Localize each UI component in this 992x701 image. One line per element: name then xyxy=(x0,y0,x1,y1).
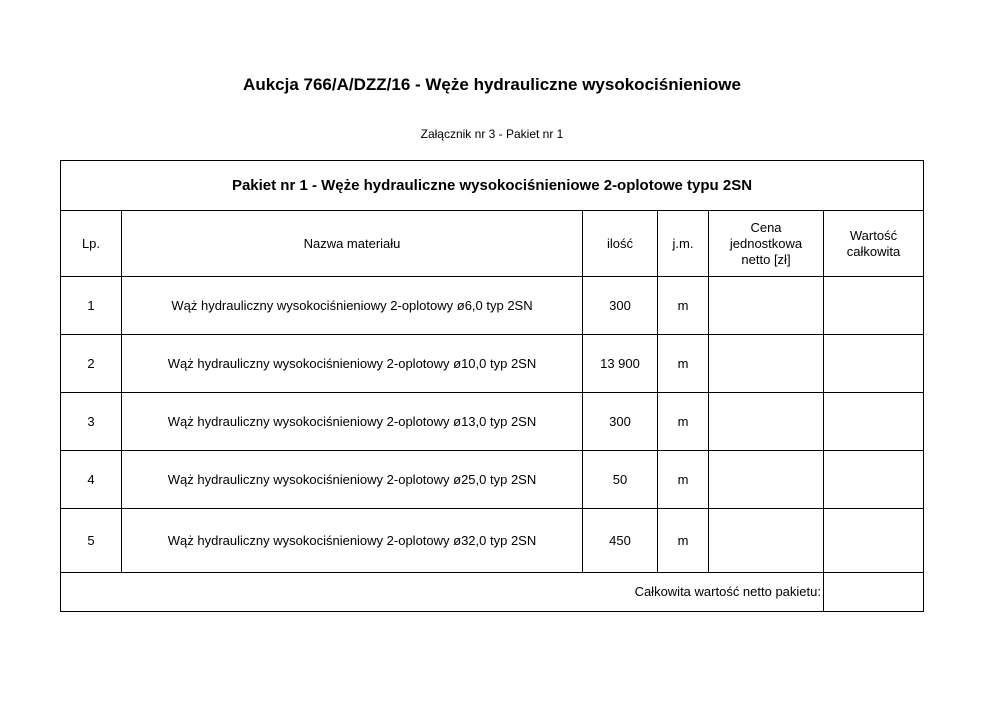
table-header-row xyxy=(61,211,924,277)
row-unit-price[interactable] xyxy=(709,335,824,393)
total-net-value-label: Całkowita wartość netto pakietu: xyxy=(61,573,824,612)
header-unit-price xyxy=(709,211,824,277)
row-quantity: 450 xyxy=(583,509,658,573)
document-title: Aukcja 766/A/DZZ/16 - Węże hydrauliczne wysokociśnieniowe xyxy=(243,75,741,94)
row-total-value[interactable] xyxy=(824,335,924,393)
header-total-value-line1: Wartość xyxy=(849,227,898,243)
total-net-value-cell[interactable] xyxy=(824,573,924,612)
header-total-value xyxy=(824,211,924,277)
table-row xyxy=(61,509,924,573)
row-total-value[interactable] xyxy=(824,393,924,451)
row-material-name: Wąż hydrauliczny wysokociśnieniowy 2-oplotowy ø6,0 typ 2SN xyxy=(122,277,583,335)
total-row xyxy=(61,573,924,612)
row-quantity: 300 xyxy=(583,393,658,451)
header-unit-price-line1: Cena xyxy=(750,219,782,235)
row-unit: m xyxy=(658,335,709,393)
table-row xyxy=(61,335,924,393)
header-unit-price-line3: netto [zł] xyxy=(741,251,791,267)
document-subtitle: Załącznik nr 3 - Pakiet nr 1 xyxy=(420,127,564,141)
header-unit-price-line2: jednostkowa xyxy=(729,235,803,251)
row-material-name: Wąż hydrauliczny wysokociśnieniowy 2-oplotowy ø25,0 typ 2SN xyxy=(122,451,583,509)
header-unit: j.m. xyxy=(658,211,709,277)
row-unit: m xyxy=(658,393,709,451)
row-lp: 4 xyxy=(61,451,122,509)
table-row xyxy=(61,277,924,335)
header-total-value-line2: całkowita xyxy=(846,243,901,259)
row-unit: m xyxy=(658,451,709,509)
materials-table xyxy=(60,160,924,612)
table-row xyxy=(61,451,924,509)
row-unit-price[interactable] xyxy=(709,509,824,573)
row-lp: 5 xyxy=(61,509,122,573)
row-total-value[interactable] xyxy=(824,277,924,335)
row-lp: 2 xyxy=(61,335,122,393)
row-material-name: Wąż hydrauliczny wysokociśnieniowy 2-oplotowy ø10,0 typ 2SN xyxy=(122,335,583,393)
row-material-name: Wąż hydrauliczny wysokociśnieniowy 2-oplotowy ø13,0 typ 2SN xyxy=(122,393,583,451)
package-title: Pakiet nr 1 - Węże hydrauliczne wysokociśnieniowe 2-oplotowe typu 2SN xyxy=(61,161,924,211)
row-unit: m xyxy=(658,277,709,335)
row-total-value[interactable] xyxy=(824,451,924,509)
row-quantity: 300 xyxy=(583,277,658,335)
row-total-value[interactable] xyxy=(824,509,924,573)
row-material-name: Wąż hydrauliczny wysokociśnieniowy 2-oplotowy ø32,0 typ 2SN xyxy=(122,509,583,573)
row-unit-price[interactable] xyxy=(709,451,824,509)
row-lp: 3 xyxy=(61,393,122,451)
header-quantity: ilość xyxy=(583,211,658,277)
row-quantity: 50 xyxy=(583,451,658,509)
table-row xyxy=(61,393,924,451)
row-lp: 1 xyxy=(61,277,122,335)
row-unit-price[interactable] xyxy=(709,393,824,451)
header-lp: Lp. xyxy=(61,211,122,277)
row-unit-price[interactable] xyxy=(709,277,824,335)
row-quantity: 13 900 xyxy=(583,335,658,393)
row-unit: m xyxy=(658,509,709,573)
header-material-name: Nazwa materiału xyxy=(122,211,583,277)
package-title-row xyxy=(61,161,924,211)
